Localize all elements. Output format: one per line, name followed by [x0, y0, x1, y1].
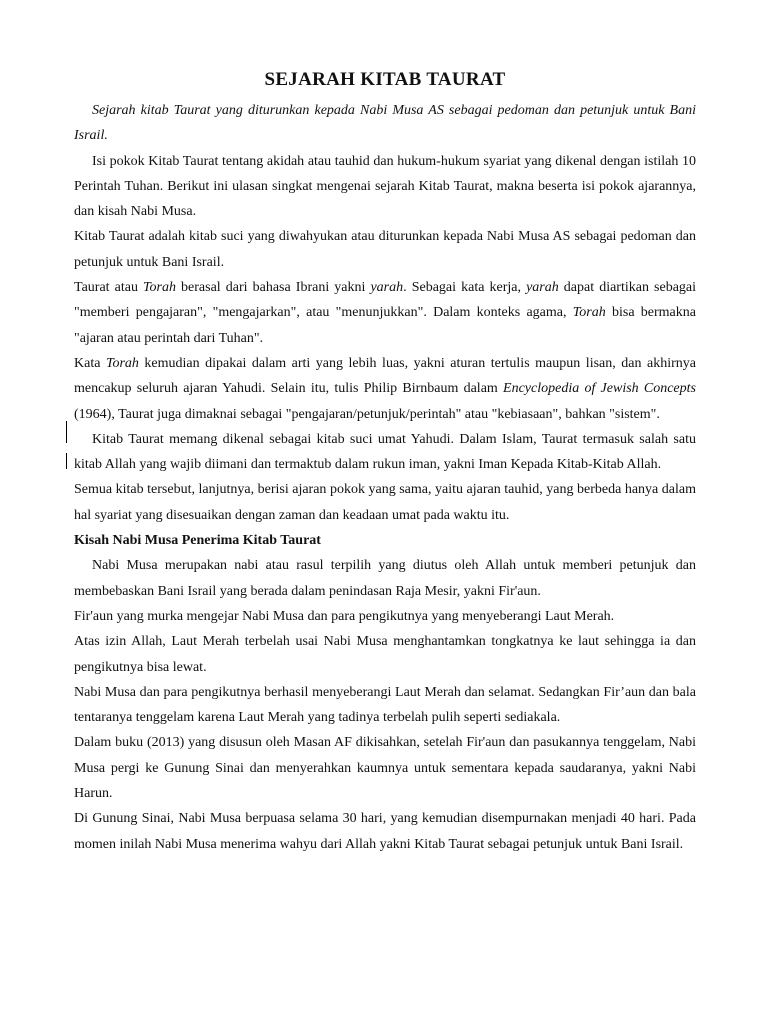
paragraph-7: Nabi Musa merupakan nabi atau rasul terpilih yang diutus oleh Allah untuk memberi petunjuk dan membebaskan Bani Israil yang berada dalam penindasan Raja Mesir, yakni Fir'aun.: [74, 558, 696, 599]
paragraph-4: Kata Torah kemudian dipakai dalam arti yang lebih luas, yakni aturan tertulis maupun lisan, dan akhirnya mencakup seluruh ajaran Yahudi. Selain itu, tulis Philip Birnbaum dalam Encyclopedia of Jewish Concepts (1964), Taurat juga dimaknai sebagai "pengajaran/petunjuk/perintah" atau "kebiasaan", bahkan "sistem".: [74, 355, 696, 422]
document-page: [74, 66, 696, 857]
term-yarah-2: yarah: [526, 280, 559, 296]
text-cursor-mark-2: [66, 453, 67, 469]
paragraph-11: Dalam buku (2013) yang disusun oleh Masan AF dikisahkan, setelah Fir'aun dan pasukannya tenggelam, Nabi Musa pergi ke Gunung Sinai dan menyerahkan kaumnya untuk sementara kepada saudaranya, yakni Nabi Harun.: [74, 735, 696, 802]
term-torah-2: Torah: [572, 305, 606, 321]
paragraph-6: Semua kitab tersebut, lanjutnya, berisi ajaran pokok yang sama, yaitu ajaran tauhid, yang berbeda hanya dalam hal syariat yang disesuaikan dengan zaman dan keadaan umat pada waktu itu.: [74, 482, 696, 523]
paragraph-8: Fir'aun yang murka mengejar Nabi Musa dan para pengikutnya yang menyeberangi Laut Merah.: [74, 608, 615, 624]
document-title: SEJARAH KITAB TAURAT: [264, 69, 506, 90]
paragraph-10: Nabi Musa dan para pengikutnya berhasil menyeberangi Laut Merah dan selamat. Sedangkan Fir’aun dan bala tentaranya tenggelam karena Laut Merah yang tadinya terbelah pulih seperti sediakala.: [74, 684, 696, 726]
section-heading: Kisah Nabi Musa Penerima Kitab Taurat: [74, 533, 321, 549]
paragraph-2: Kitab Taurat adalah kitab suci yang diwahyukan atau diturunkan kepada Nabi Musa AS sebagai pedoman dan petunjuk untuk Bani Israil.: [74, 229, 696, 270]
lead-paragraph: [74, 98, 696, 149]
paragraph-9: Atas izin Allah, Laut Merah terbelah usai Nabi Musa menghantamkan tongkatnya ke laut sehingga ia dan pengikutnya bisa lewat.: [74, 634, 696, 675]
text-cursor-mark: [66, 421, 67, 443]
lead-text: Sejarah kitab Taurat yang diturunkan kepada Nabi Musa AS sebagai pedoman dan petunjuk untuk Bani Israil.: [74, 103, 696, 144]
term-yarah: yarah: [370, 280, 404, 296]
paragraph-3: Taurat atau Torah berasal dari bahasa Ibrani yakni yarah. Sebagai kata kerja, yarah dapat diartikan sebagai "memberi pengajaran", "mengajarkan", atau "menunjukkan". Dalam konteks agama, Torah bisa bermakna "ajaran atau perintah dari Tuhan".: [74, 280, 697, 346]
term-torah-3: Torah: [105, 355, 139, 371]
paragraph-1: Isi pokok Kitab Taurat tentang akidah atau tauhid dan hukum-hukum syariat yang dikenal dengan istilah 10 Perintah Tuhan. Berikut ini ulasan singkat mengenai sejarah Kitab Taurat, makna beserta isi pokok ajarannya, dan kisah Nabi Musa.: [74, 153, 696, 220]
paragraph-12: Di Gunung Sinai, Nabi Musa berpuasa selama 30 hari, yang kemudian disempurnakan menjadi 40 hari. Pada momen inilah Nabi Musa menerima wahyu dari Allah yakni Kitab Taurat sebagai petunjuk untuk Bani Israil.: [74, 811, 696, 852]
term-torah: Torah: [143, 280, 176, 296]
book-title: Encyclopedia of Jewish Concepts: [503, 381, 696, 397]
paragraph-5: Kitab Taurat memang dikenal sebagai kitab suci umat Yahudi. Dalam Islam, Taurat termasuk salah satu kitab Allah yang wajib diimani dan termaktub dalam rukun iman, yakni Iman Kepada Kitab-Kitab Allah.: [74, 431, 696, 473]
